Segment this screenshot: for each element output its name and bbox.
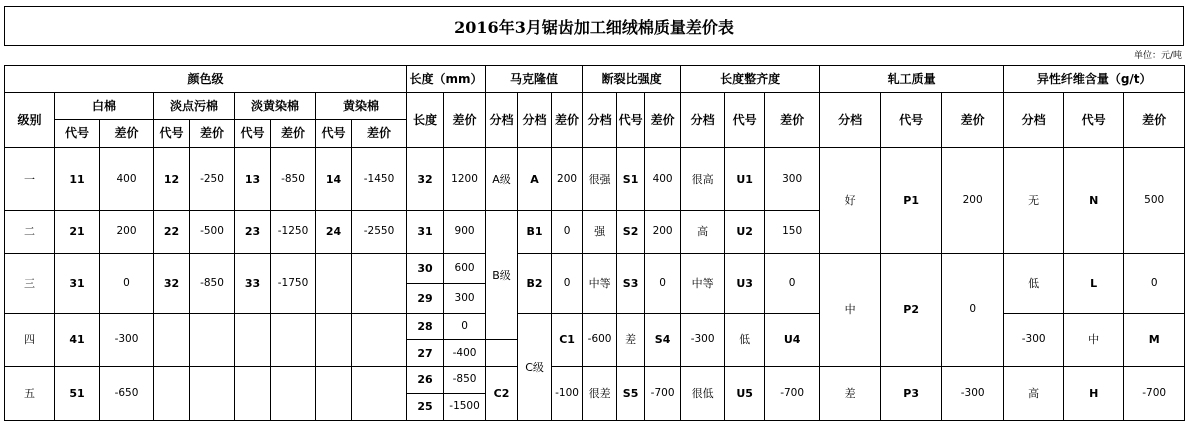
length-value: 26 — [407, 366, 444, 393]
header-str-code: 代号 — [617, 93, 645, 148]
header-gin-code: 代号 — [881, 93, 942, 148]
header-str-diff: 差价 — [645, 93, 681, 148]
uniformity-diff: 0 — [765, 254, 820, 314]
ginning-gear: 中 — [820, 254, 881, 367]
mic-gear: C级 — [518, 314, 552, 421]
spot-diff-empty — [190, 314, 235, 366]
ff-code: M — [1124, 314, 1185, 366]
yellow-diff: -1450 — [352, 148, 407, 210]
header-light-yellow: 淡黄染棉 — [235, 93, 316, 120]
ginning-code: P3 — [881, 366, 942, 420]
header-white: 白棉 — [55, 93, 154, 120]
ff-gear: 低 — [1004, 254, 1064, 314]
length-diff: -850 — [444, 366, 486, 393]
strength-gear: 很强 — [583, 148, 617, 210]
ff-gear: 高 — [1004, 366, 1064, 420]
lyellow-code: 13 — [235, 148, 271, 210]
ff-code: H — [1064, 366, 1124, 420]
white-code: 21 — [55, 210, 100, 253]
grade-label: 二 — [5, 210, 55, 253]
price-table — [4, 65, 1185, 421]
header-spot-diff: 差价 — [190, 120, 235, 148]
ff-diff: 500 — [1124, 148, 1185, 254]
spot-diff: -500 — [190, 210, 235, 253]
lyellow-diff: -1250 — [271, 210, 316, 253]
strength-code: S2 — [617, 210, 645, 253]
ff-code: L — [1064, 254, 1124, 314]
strength-diff: 200 — [645, 210, 681, 253]
header-gin-diff: 差价 — [942, 93, 1004, 148]
length-value: 31 — [407, 210, 444, 253]
ginning-diff: -300 — [942, 366, 1004, 420]
white-diff: -300 — [100, 314, 154, 366]
mic-sub-gear: B2 — [518, 254, 552, 314]
lyellow-code: 23 — [235, 210, 271, 253]
mic-diff: -600 — [583, 314, 617, 366]
spot-diff: -850 — [190, 254, 235, 314]
length-value: 27 — [407, 340, 444, 366]
yellow-code: 24 — [316, 210, 352, 253]
lyellow-code-empty — [235, 366, 271, 420]
uniformity-diff: -700 — [765, 366, 820, 420]
strength-code: S5 — [617, 366, 645, 420]
header-foreign-fiber: 异性纤维含量（g/t） — [1004, 66, 1185, 93]
spot-code: 22 — [154, 210, 190, 253]
ginning-gear: 好 — [820, 148, 881, 254]
mic-sub-gear: C2 — [486, 366, 518, 420]
length-diff: 300 — [444, 284, 486, 314]
header-ff-code: 代号 — [1064, 93, 1124, 148]
strength-code: S4 — [645, 314, 681, 366]
header-white-code: 代号 — [55, 120, 100, 148]
ff-gear: 中 — [1064, 314, 1124, 366]
length-value: 29 — [407, 284, 444, 314]
header-color-grade: 颜色级 — [5, 66, 407, 93]
mic-diff: -100 — [552, 366, 583, 420]
spot-code-empty — [154, 314, 190, 366]
mic-diff: 200 — [552, 148, 583, 210]
yellow-code: 14 — [316, 148, 352, 210]
table-row — [5, 254, 1185, 284]
white-code: 41 — [55, 314, 100, 366]
header-mic-sub-gear: 分档 — [518, 93, 552, 148]
uniformity-diff: 150 — [765, 210, 820, 253]
strength-gear: 中等 — [583, 254, 617, 314]
spot-diff: -250 — [190, 148, 235, 210]
white-code: 11 — [55, 148, 100, 210]
header-uni-gear: 分档 — [681, 93, 725, 148]
header-ff-diff: 差价 — [1124, 93, 1185, 148]
strength-gear: 强 — [583, 210, 617, 253]
strength-gear: 差 — [617, 314, 645, 366]
header-length-diff: 差价 — [444, 93, 486, 148]
ginning-diff: 200 — [942, 148, 1004, 254]
ff-diff: -700 — [1124, 366, 1185, 420]
uniformity-diff: -300 — [1004, 314, 1064, 366]
yellow-code-empty — [316, 366, 352, 420]
spot-code: 32 — [154, 254, 190, 314]
header-grade: 级别 — [5, 93, 55, 148]
spot-code-empty — [154, 366, 190, 420]
header-length: 长度（mm） — [407, 66, 486, 93]
length-value: 28 — [407, 314, 444, 340]
spot-diff-empty — [190, 366, 235, 420]
yellow-diff: -2550 — [352, 210, 407, 253]
spot-code: 12 — [154, 148, 190, 210]
white-code: 51 — [55, 366, 100, 420]
mic-gear: B级 — [486, 210, 518, 340]
uniformity-code: U5 — [725, 366, 765, 420]
grade-label: 四 — [5, 314, 55, 366]
mic-sub-gear: B1 — [518, 210, 552, 253]
lyellow-diff-empty — [271, 314, 316, 366]
header-spot-code: 代号 — [154, 120, 190, 148]
strength-diff: 400 — [645, 148, 681, 210]
header-mic-gear: 分档 — [486, 93, 518, 148]
white-diff: 200 — [100, 210, 154, 253]
ginning-diff: 0 — [942, 254, 1004, 367]
mic-gear: A级 — [486, 148, 518, 210]
ginning-gear: 差 — [820, 366, 881, 420]
header-ff-gear: 分档 — [1004, 93, 1064, 148]
ginning-code: P1 — [881, 148, 942, 254]
unit-note: 单位：元/吨 — [1133, 51, 1182, 61]
white-code: 31 — [55, 254, 100, 314]
uniformity-code: U3 — [725, 254, 765, 314]
header-uni-code: 代号 — [725, 93, 765, 148]
mic-sub-gear: A — [518, 148, 552, 210]
uniformity-code: U1 — [725, 148, 765, 210]
lyellow-code-empty — [235, 314, 271, 366]
yellow-diff-empty — [352, 254, 407, 314]
strength-code: S1 — [617, 148, 645, 210]
header-yellow-diff: 差价 — [352, 120, 407, 148]
length-value: 25 — [407, 393, 444, 420]
uniformity-code: U4 — [765, 314, 820, 366]
ginning-code: P2 — [881, 254, 942, 367]
strength-code: S3 — [617, 254, 645, 314]
yellow-diff-empty — [352, 314, 407, 366]
uniformity-code: U2 — [725, 210, 765, 253]
header-yellow: 黄染棉 — [316, 93, 407, 120]
strength-diff: 0 — [645, 254, 681, 314]
length-value: 32 — [407, 148, 444, 210]
uniformity-gear: 高 — [681, 210, 725, 253]
uniformity-gear: 很高 — [681, 148, 725, 210]
lyellow-code: 33 — [235, 254, 271, 314]
white-diff: 400 — [100, 148, 154, 210]
white-diff: 0 — [100, 254, 154, 314]
table-row — [5, 366, 1185, 393]
strength-gear: 很差 — [583, 366, 617, 420]
length-diff: -1500 — [444, 393, 486, 420]
grade-label: 一 — [5, 148, 55, 210]
header-str-gear: 分档 — [583, 93, 617, 148]
yellow-diff-empty — [352, 366, 407, 420]
sheet-title: 2016年3月锯齿加工细绒棉质量差价表 — [4, 6, 1184, 46]
lyellow-diff: -1750 — [271, 254, 316, 314]
mic-sub-gear: C1 — [552, 314, 583, 366]
header-mic-diff: 差价 — [552, 93, 583, 148]
length-diff: 600 — [444, 254, 486, 284]
header-row-2 — [5, 93, 1185, 120]
ff-diff: 0 — [1124, 254, 1185, 314]
header-strength: 断裂比强度 — [583, 66, 681, 93]
strength-diff: -700 — [645, 366, 681, 420]
uniformity-gear: 中等 — [681, 254, 725, 314]
white-diff: -650 — [100, 366, 154, 420]
header-lyellow-diff: 差价 — [271, 120, 316, 148]
header-gin-gear: 分档 — [820, 93, 881, 148]
length-diff: 1200 — [444, 148, 486, 210]
header-micronaire: 马克隆值 — [486, 66, 583, 93]
table-row — [5, 148, 1185, 210]
header-ginning: 轧工质量 — [820, 66, 1004, 93]
table-row — [5, 314, 1185, 340]
header-yellow-code: 代号 — [316, 120, 352, 148]
header-uni-diff: 差价 — [765, 93, 820, 148]
uniformity-gear: 很低 — [681, 366, 725, 420]
strength-diff: -300 — [681, 314, 725, 366]
grade-label: 五 — [5, 366, 55, 420]
grade-label: 三 — [5, 254, 55, 314]
header-row-1 — [5, 66, 1185, 93]
header-uniformity: 长度整齐度 — [681, 66, 820, 93]
uniformity-gear: 低 — [725, 314, 765, 366]
length-value: 30 — [407, 254, 444, 284]
yellow-code-empty — [316, 254, 352, 314]
lyellow-diff: -850 — [271, 148, 316, 210]
mic-diff: 0 — [552, 254, 583, 314]
yellow-code-empty — [316, 314, 352, 366]
mic-diff: 0 — [552, 210, 583, 253]
ff-gear: 无 — [1004, 148, 1064, 254]
length-diff: 0 — [444, 314, 486, 340]
length-diff: 900 — [444, 210, 486, 253]
header-light-spot: 淡点污棉 — [154, 93, 235, 120]
header-length-sub: 长度 — [407, 93, 444, 148]
header-lyellow-code: 代号 — [235, 120, 271, 148]
uniformity-diff: 300 — [765, 148, 820, 210]
length-diff: -400 — [444, 340, 486, 366]
header-white-diff: 差价 — [100, 120, 154, 148]
lyellow-diff-empty — [271, 366, 316, 420]
ff-code: N — [1064, 148, 1124, 254]
